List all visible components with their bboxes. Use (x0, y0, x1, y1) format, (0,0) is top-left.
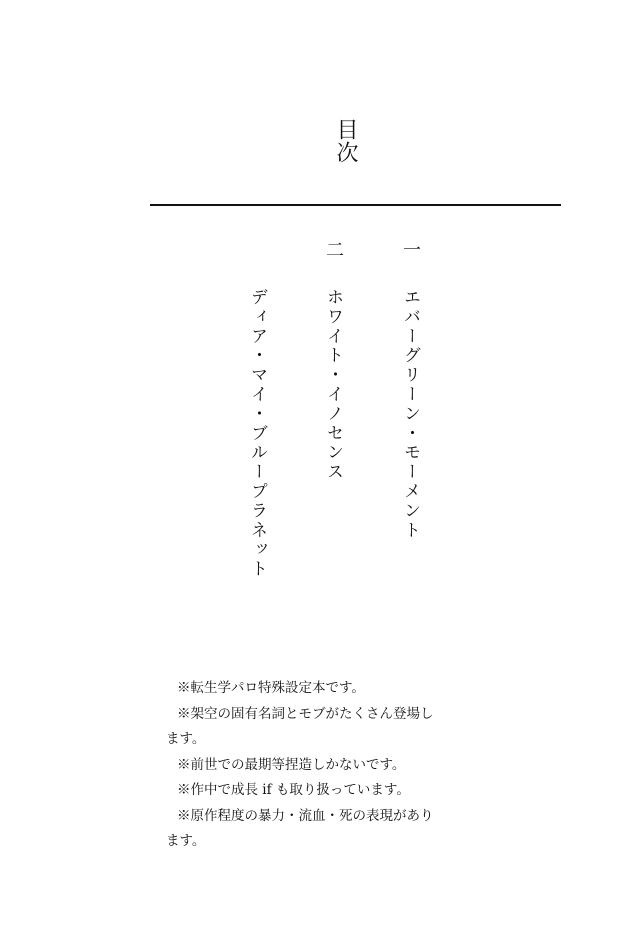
note-line: ※作中で成長 if も取り扱っています。 (177, 782, 410, 798)
note-line: ※原作程度の暴力・流血・死の表現があり (177, 807, 434, 824)
toc-entry-3 (242, 240, 272, 640)
note-line: ます。 (166, 833, 206, 849)
page-title: 目次 (333, 118, 358, 164)
divider-line (150, 204, 561, 206)
toc-title: ホワイト・イノセンス (323, 288, 343, 482)
toc-title: エバーグリーン・モーメント (400, 288, 420, 541)
toc-number: 二 (323, 240, 344, 258)
note-line: ※架空の固有名詞とモブがたくさん登場し (177, 705, 434, 722)
toc-number: 一 (400, 240, 421, 258)
notes-block (166, 676, 477, 855)
note-line: ※前世での最期等捏造しかないです。 (177, 756, 406, 773)
toc-entry-2 (318, 240, 348, 640)
toc-entry-1 (395, 240, 425, 640)
note-line: ます。 (166, 731, 206, 747)
toc-title: ディア・マイ・ブループラネット (247, 288, 267, 579)
note-line: ※転生学パロ特殊設定本です。 (177, 680, 365, 696)
